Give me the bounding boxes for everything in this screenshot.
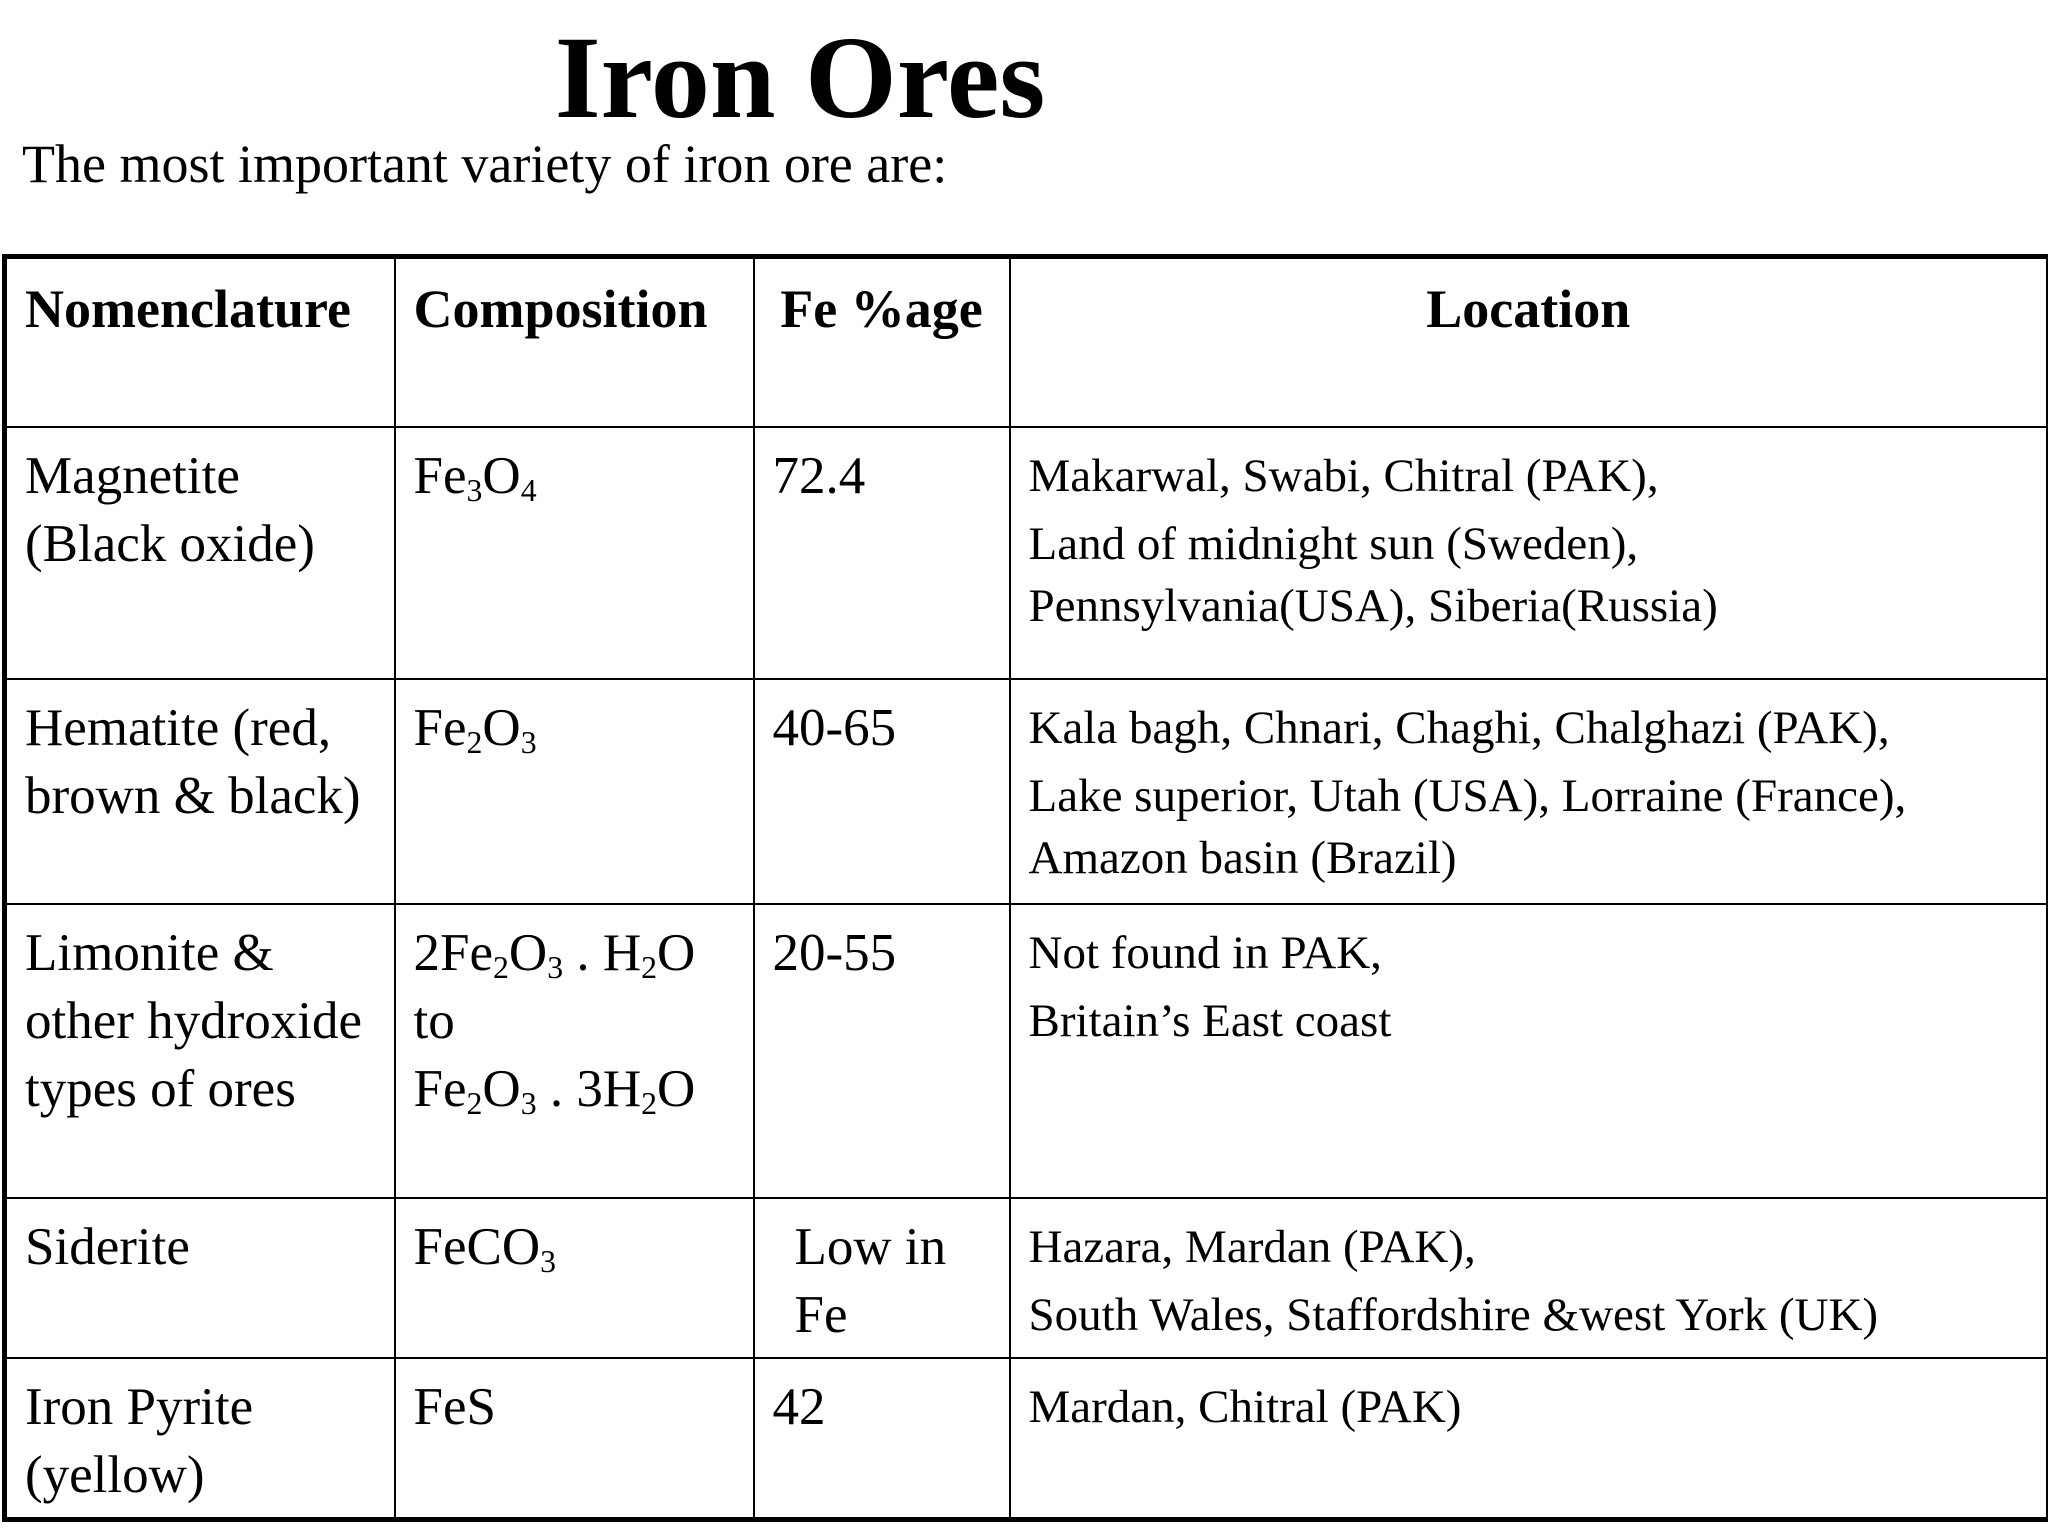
composition-cell <box>395 904 754 1198</box>
header-nomenclature: Nomenclature <box>5 257 395 427</box>
location-line: Britain’s East coast <box>1028 994 1392 1047</box>
location-cell <box>1010 427 2048 679</box>
nomenclature-cell: Iron Pyrite (yellow) <box>5 1358 395 1520</box>
nomenclature-cell: Siderite <box>5 1198 395 1358</box>
location-line: Lake superior, Utah (USA), Lorraine (France), <box>1028 769 1907 822</box>
nomenclature-cell: Limonite & other hydroxide types of ores <box>5 904 395 1198</box>
table-row <box>5 427 2048 679</box>
iron-ore-table <box>2 254 2048 1522</box>
page-title: Iron Ores <box>554 12 1046 143</box>
chemical-formula: $Fe_3O_4$ <box>413 446 537 508</box>
table-row <box>5 1358 2048 1520</box>
location-cell <box>1010 679 2048 904</box>
composition-cell <box>395 679 754 904</box>
location-line: Makarwal, Swabi, Chitral (PAK), <box>1028 449 1659 502</box>
location-line: Land of midnight sun (Sweden), <box>1028 517 1639 570</box>
table-row <box>5 679 2048 904</box>
nomenclature-cell: Hematite (red, brown & black) <box>5 679 395 904</box>
location-line: Not found in PAK, <box>1028 926 1382 979</box>
table-header-row <box>5 257 2048 427</box>
fe-percentage-cell: Low in Fe <box>754 1198 1010 1358</box>
chemical-formula: $Fe_2O_3$ . $3H_2O$ <box>413 1059 696 1121</box>
fe-percentage-cell: 72.4 <box>754 427 1010 679</box>
location-line: Hazara, Mardan (PAK), <box>1028 1220 1476 1273</box>
page-subtitle: The most important variety of iron ore are: <box>22 134 948 194</box>
composition-cell <box>395 427 754 679</box>
chemical-formula: FeS <box>413 1377 496 1436</box>
fe-percentage-cell: 40-65 <box>754 679 1010 904</box>
nomenclature-cell: Magnetite (Black oxide) <box>5 427 395 679</box>
location-line: Amazon basin (Brazil) <box>1028 831 1457 884</box>
chemical-formula: $2Fe_2O_3$ . $H_2O$ <box>413 923 696 985</box>
composition-cell <box>395 1198 754 1358</box>
fe-percentage-cell: 42 <box>754 1358 1010 1520</box>
header-location: Location <box>1010 257 2048 427</box>
chemical-formula: $Fe_2O_3$ <box>413 698 537 760</box>
chemical-formula: to <box>413 991 455 1050</box>
header-fe-percentage: Fe %age <box>754 257 1010 427</box>
fe-percentage-cell: 20-55 <box>754 904 1010 1198</box>
location-line: Pennsylvania(USA), Siberia(Russia) <box>1028 579 1718 632</box>
table-row <box>5 1198 2048 1358</box>
location-line: South Wales, Staffordshire &west York (UK) <box>1028 1288 1879 1341</box>
location-line: Mardan, Chitral (PAK) <box>1028 1380 1462 1433</box>
location-cell <box>1010 1198 2048 1358</box>
location-line: Kala bagh, Chnari, Chaghi, Chalghazi (PAK), <box>1028 701 1890 754</box>
header-composition: Composition <box>395 257 754 427</box>
chemical-formula: FeCO$_3$ <box>413 1217 557 1279</box>
composition-cell <box>395 1358 754 1520</box>
location-cell <box>1010 1358 2048 1520</box>
location-cell <box>1010 904 2048 1198</box>
table-row <box>5 904 2048 1198</box>
